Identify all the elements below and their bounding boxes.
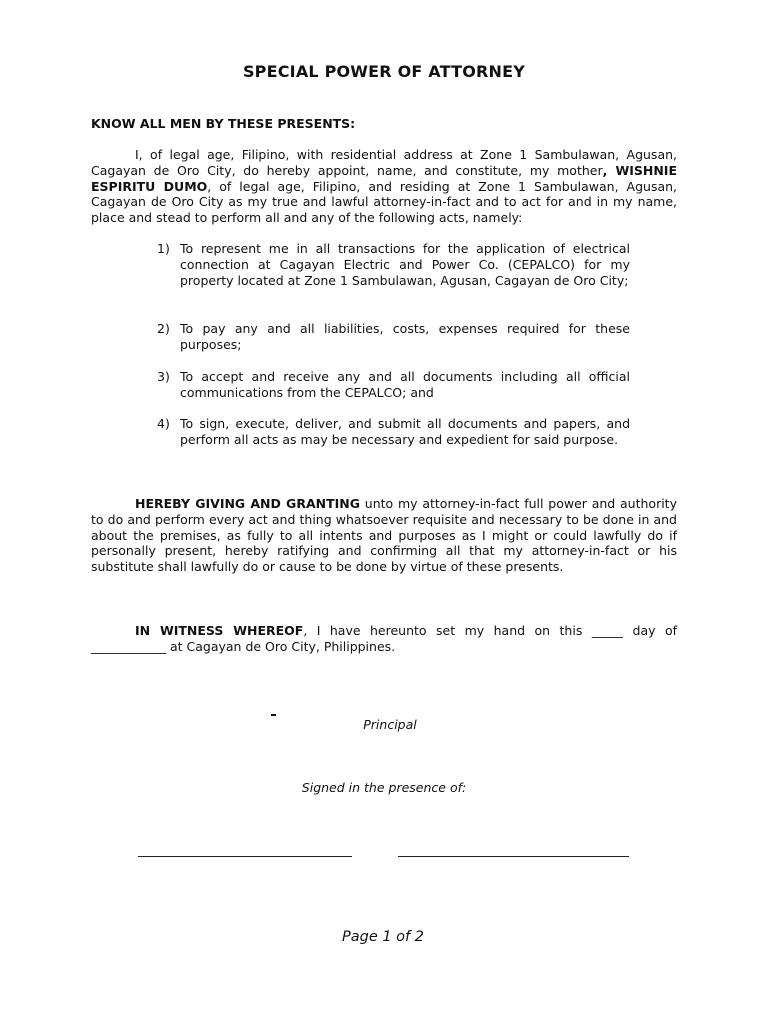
- document-heading: KNOW ALL MEN BY THESE PRESENTS:: [91, 116, 356, 131]
- list-item: [152, 321, 630, 353]
- principal-label: Principal: [363, 717, 417, 732]
- list-item-number: 2): [157, 321, 170, 336]
- page-number: Page 1 of 2: [341, 929, 424, 945]
- granting-paragraph: [91, 496, 677, 575]
- presence-label: Signed in the presence of:: [301, 780, 467, 795]
- list-item-text: To represent me in all transactions for the application of electrical connection at Cagayan Electric and Power Co. (CEPALCO) for my property located at Zone 1 Sambulawan, Agusan, Cagayan de Oro City;: [180, 241, 630, 288]
- attorney-name: , WISHNIE ESPIRITU DUMO: [91, 162, 677, 194]
- witness-paragraph: [91, 623, 677, 655]
- list-item: [152, 416, 630, 448]
- list-item-text: To accept and receive any and all documents including all official communications from the CEPALCO; and: [180, 369, 630, 400]
- list-item-number: 1): [157, 241, 170, 256]
- principal-signature-mark: [271, 714, 276, 716]
- list-item-text: To sign, execute, deliver, and submit all documents and papers, and perform all acts as may be necessary and expedient for said purpose.: [180, 416, 630, 447]
- list-item: [152, 241, 630, 288]
- list-item: [152, 369, 630, 401]
- witness-signature-line-1: [138, 856, 352, 857]
- granting-text: unto my attorney-in-fact full power and authority to do and perform every act and thing whatsoever requisite and necessary to be done in and about the premises, as fully to all intents and purposes as I might or could lawfully do if personally present, hereby ratifying and confirming all that my attorney-in-fact or his substitute shall lawfully do or cause to be done by virtue of these presents.: [91, 496, 677, 575]
- granting-bold-phrase: HEREBY GIVING AND GRANTING: [135, 496, 360, 511]
- witness-bold-phrase: IN WITNESS WHEREOF: [135, 623, 304, 638]
- witness-signature-line-2: [398, 856, 629, 857]
- list-item-number: 4): [157, 416, 170, 431]
- witness-text: , I have hereunto set my hand on this _____ day of ____________ at Cagayan de Oro City, Philippines.: [91, 623, 677, 654]
- document-title: SPECIAL POWER OF ATTORNEY: [242, 62, 526, 81]
- intro-text-after-name: , of legal age, Filipino, and residing at Zone 1 Sambulawan, Agusan, Cagayan de Oro City as my true and lawful attorney-in-fact and to act for and in my name, place and stead to perform all and any of the following acts, namely:: [91, 178, 678, 226]
- list-item-number: 3): [157, 369, 170, 384]
- intro-paragraph: [91, 147, 677, 226]
- intro-text-before-name: I, of legal age, Filipino, with residential address at Zone 1 Sambulawan, Agusan, Cagayan de Oro City, do hereby appoint, name, and constitute, my mother: [91, 147, 677, 178]
- list-item-text: To pay any and all liabilities, costs, expenses required for these purposes;: [180, 321, 630, 352]
